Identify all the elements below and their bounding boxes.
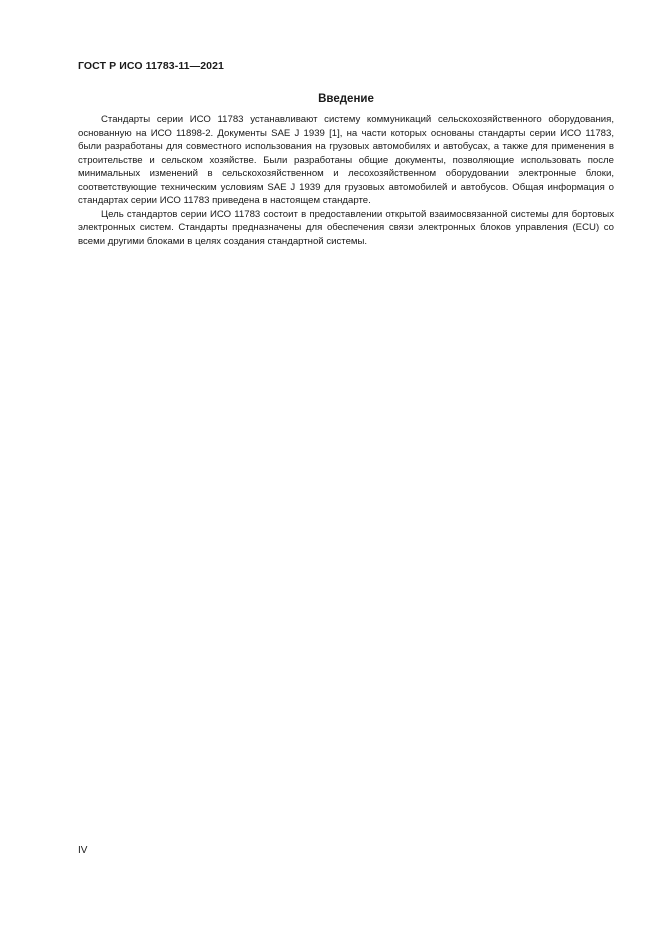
- section-title: Введение: [318, 93, 374, 105]
- section-body: [78, 113, 614, 248]
- paragraph-1: Стандарты серии ИСО 11783 устанавливают систему коммуникаций сельскохозяйственного оборудования, основанную на ИСО 11898-2. Документы SAE J 1939 [1], на части которых основаны стандарты серии ИСО 11783, были разработаны для совместного использования на грузовых автомобилях и автобусах, а также для применения в строительстве и сельском хозяйстве. Были разработаны общие документы, позволяющие использовать после минимальных изменений в сельскохозяйственном и лесохозяйственном оборудовании электронные блоки, соответствующие техническим условиям SAE J 1939 для грузовых автомобилей и автобусов. Общая информация о стандартах серии ИСО 11783 приведена в настоящем стандарте.: [78, 114, 614, 207]
- page-number: IV: [78, 845, 88, 856]
- paragraph-2: Цель стандартов серии ИСО 11783 состоит в предоставлении открытой взаимосвязанной системы для бортовых электронных систем. Стандарты предназначены для обеспечения связи электронных блоков управления (ECU) со всеми другими блоками в целях создания стандартной системы.: [78, 208, 614, 247]
- document-code-header: ГОСТ Р ИСО 11783-11—2021: [78, 60, 224, 72]
